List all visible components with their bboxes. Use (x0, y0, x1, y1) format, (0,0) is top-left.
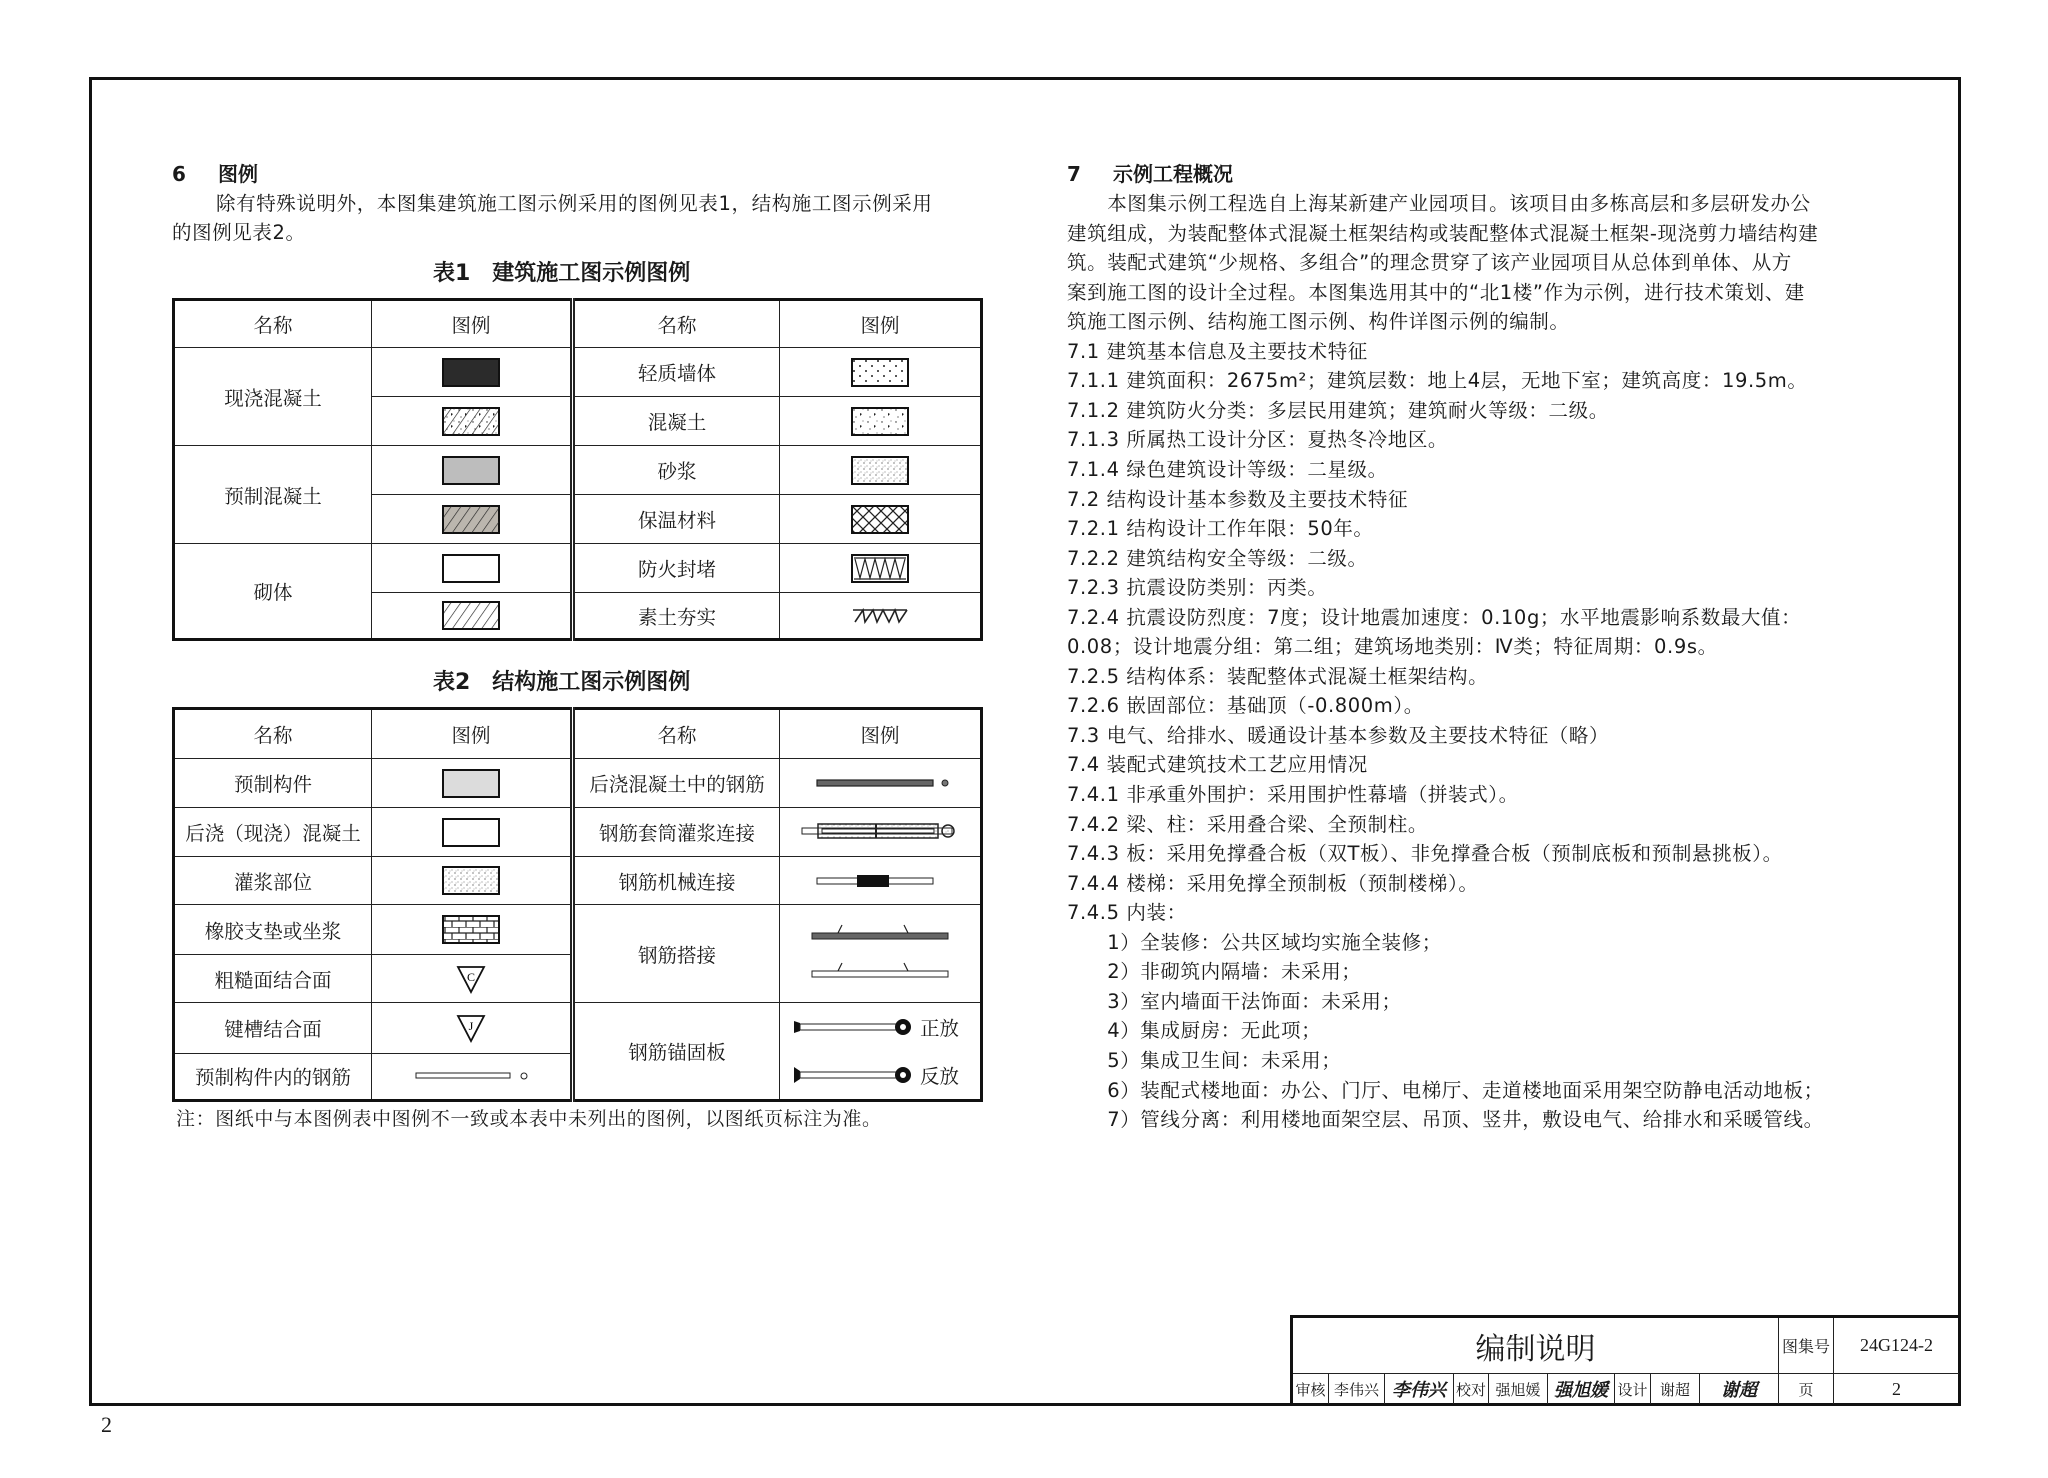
section-7-line: 7.1.2 建筑防火分类：多层民用建筑；建筑耐火等级：二级。 (1067, 398, 1609, 422)
post-cast-concrete-symbol (372, 808, 573, 857)
section-7-line: 7.2.1 结构设计工作年限：50年。 (1067, 517, 1374, 541)
legend-name: 砌体 (174, 544, 372, 640)
section-number: 6 (172, 162, 186, 186)
grouting-area-symbol (372, 857, 573, 905)
sleeve-grout-splice-symbol (780, 808, 982, 857)
cast-in-place-solid-symbol (372, 348, 573, 397)
section-7-line: 7.3 电气、给排水、暖通设计基本参数及主要技术特征（略） (1067, 723, 1610, 747)
section-7-line: 7.1.1 建筑面积：2675m²；建筑层数：地上4层，无地下室；建筑高度：19.5m。 (1067, 369, 1808, 393)
section-7-line: 6）装配式楼地面：办公、门厅、电梯厅、走道楼地面采用架空防静电活动地板； (1067, 1078, 1824, 1102)
header-name: 名称 (573, 709, 780, 759)
header-legend: 图例 (780, 300, 982, 348)
header-legend: 图例 (372, 709, 573, 759)
section-7-line: 建筑组成，为装配整体式混凝土框架结构或装配整体式混凝土框架-现浇剪力墙结构建 (1067, 221, 1819, 245)
section-7-line: 7.2 结构设计基本参数及主要技术特征 (1067, 487, 1409, 511)
section-7-line: 2）非砌筑内隔墙：未采用； (1067, 960, 1362, 984)
anchor-plate-reversed (792, 1051, 980, 1099)
legend-name: 灌浆部位 (174, 857, 372, 905)
section-6-line: 的图例见表2。 (172, 221, 306, 244)
section-7-line: 7.1.4 绿色建筑设计等级：二星级。 (1067, 457, 1388, 481)
title-block (1290, 1315, 1959, 1404)
anchor-plate-upright (792, 1003, 980, 1051)
review-label: 审核 (1293, 1374, 1329, 1404)
table-row (174, 446, 982, 495)
rebar-lap-splice-symbol (780, 905, 982, 1003)
section-7-line: 筑施工图示例、结构施工图示例、构件详图示例的编制。 (1067, 310, 1570, 334)
table-row (174, 857, 982, 905)
checker-signature: 强旭媛 (1548, 1374, 1615, 1404)
section-7-line: 7.4.3 板：采用免撑叠合板（双T板）、非免撑叠合板（预制底板和预制悬挑板）。 (1067, 842, 1783, 866)
precast-member-symbol (372, 759, 573, 808)
section-7-line: 3）室内墙面干法饰面：未采用； (1067, 989, 1402, 1013)
legend-name: 现浇混凝土 (174, 348, 372, 446)
table-row (174, 759, 982, 808)
legend-name: 预制构件 (174, 759, 372, 808)
table1-architectural-legend (172, 298, 983, 641)
section-7-line: 4）集成厨房：无此项； (1067, 1019, 1322, 1043)
rubber-pad-symbol (372, 905, 573, 955)
table-row (174, 544, 982, 593)
reviewer-signature: 李伟兴 (1385, 1374, 1454, 1404)
header-name: 名称 (573, 300, 780, 348)
shear-key-surface-symbol (372, 1003, 573, 1054)
section-7-line: 0.08；设计地震分组：第二组；建筑场地类别：Ⅳ类；特征周期：0.9s。 (1067, 635, 1718, 659)
legend-name: 钢筋锚固板 (573, 1003, 780, 1101)
section-7-line: 7.2.4 抗震设防烈度：7度；设计地震加速度：0.10g；水平地震影响系数最大值： (1067, 605, 1802, 629)
section-7-line: 1）全装修：公共区域均实施全装修； (1067, 930, 1442, 954)
section-7-line: 7.4.5 内装： (1067, 901, 1187, 925)
table2-title: 表2 结构施工图示例图例 (433, 670, 691, 695)
page-label: 页 (1779, 1374, 1834, 1404)
table1-title: 表1 建筑施工图示例图例 (433, 261, 691, 286)
table-row (174, 808, 982, 857)
section-7-line: 7.2.3 抗震设防类别：丙类。 (1067, 576, 1328, 600)
masonry-blank-symbol (372, 544, 573, 593)
concrete-symbol (780, 397, 982, 446)
legend-name: 钢筋搭接 (573, 905, 780, 1003)
section-7-line: 案到施工图的设计全过程。本图集选用其中的“北1楼”作为示例，进行技术策划、建 (1067, 280, 1805, 304)
legend-name: 钢筋套筒灌浆连接 (573, 808, 780, 857)
legend-name: 钢筋机械连接 (573, 857, 780, 905)
legend-name: 混凝土 (573, 397, 780, 446)
section-7-line: 7.4.1 非承重外围护：采用围护性幕墙（拼装式）。 (1067, 783, 1519, 806)
legend-name: 防火封堵 (573, 544, 780, 593)
table-header-row (174, 300, 982, 348)
legend-name: 保温材料 (573, 495, 780, 544)
atlas-label: 图集号 (1779, 1318, 1834, 1374)
anchor-label: 正放 (920, 1017, 960, 1040)
header-legend: 图例 (372, 300, 573, 348)
rough-surface-symbol (372, 955, 573, 1003)
header-legend: 图例 (780, 709, 982, 759)
page-number: 2 (101, 1412, 112, 1437)
section-7-line: 7）管线分离：利用楼地面架空层、吊顶、竖井，敷设电气、给排水和采暖管线。 (1067, 1108, 1824, 1132)
check-label: 校对 (1454, 1374, 1489, 1404)
legend-name: 后浇（现浇）混凝土 (174, 808, 372, 857)
legend-name: 砂浆 (573, 446, 780, 495)
rebar-in-cast-concrete-symbol (780, 759, 982, 808)
insulation-symbol (780, 495, 982, 544)
legend-name: 后浇混凝土中的钢筋 (573, 759, 780, 808)
cast-in-place-hatch-symbol (372, 397, 573, 446)
legend-name: 预制构件内的钢筋 (174, 1053, 372, 1101)
legend-name: 粗糙面结合面 (174, 955, 372, 1003)
legend-name: 键槽结合面 (174, 1003, 372, 1054)
section-7-line: 7.4 装配式建筑技术工艺应用情况 (1067, 753, 1368, 777)
section-7-line: 7.2.5 结构体系：装配整体式混凝土框架结构。 (1067, 664, 1489, 688)
section-title: 图例 (218, 162, 258, 186)
drawing-title: 编制说明 (1293, 1318, 1779, 1374)
table-header-row (174, 709, 982, 759)
section-7-line: 本图集示例工程选自上海某新建产业园项目。该项目由多栋高层和多层研发办公 (1067, 192, 1811, 215)
table2-structural-legend (172, 707, 983, 1102)
section-6-text: 除有特殊说明外，本图集建筑施工图示例采用的图例见表1，结构施工图示例采用 (216, 192, 933, 215)
section-7-line: 7.4.4 楼梯：采用免撑全预制板（预制楼梯）。 (1067, 871, 1479, 895)
reviewer-name: 李伟兴 (1329, 1374, 1385, 1404)
section-6-heading (172, 158, 258, 187)
checker-name: 强旭媛 (1489, 1374, 1548, 1404)
page-value: 2 (1892, 1378, 1901, 1399)
anchor-label: 反放 (920, 1065, 960, 1088)
masonry-hatch-symbol (372, 593, 573, 640)
section-7-line: 7.2.6 嵌固部位：基础顶（-0.800m）。 (1067, 694, 1424, 718)
table-row (174, 348, 982, 397)
section-7-line: 筑。装配式建筑“少规格、多组合”的理念贯穿了该产业园项目从总体到单体、从方 (1067, 251, 1792, 275)
mechanical-splice-symbol (780, 857, 982, 905)
precast-solid-symbol (372, 446, 573, 495)
section-7-line: 5）集成卫生间：未采用； (1067, 1048, 1342, 1072)
compacted-soil-symbol (780, 593, 982, 640)
section-7-line: 7.2.2 建筑结构安全等级：二级。 (1067, 546, 1368, 570)
header-name: 名称 (174, 709, 372, 759)
section-number: 7 (1067, 162, 1081, 186)
section-7-heading (1067, 158, 1233, 187)
header-name: 名称 (174, 300, 372, 348)
atlas-number: 24G124-2 (1834, 1318, 1959, 1374)
rebar-anchor-plate-symbols (780, 1003, 982, 1101)
designer-signature: 谢超 (1700, 1374, 1779, 1404)
key-symbol-letter: J (468, 1018, 474, 1033)
legend-name: 橡胶支垫或坐浆 (174, 905, 372, 955)
section-6-line (172, 188, 933, 216)
table-row (174, 1003, 982, 1054)
legend-name: 轻质墙体 (573, 348, 780, 397)
section-title: 示例工程概况 (1113, 162, 1233, 186)
lightweight-wall-symbol (780, 348, 982, 397)
section-7-line: 7.1 建筑基本信息及主要技术特征 (1067, 339, 1368, 363)
rebar-in-precast-symbol (372, 1053, 573, 1101)
table-row (174, 905, 982, 955)
section-7-line: 7.1.3 所属热工设计分区：夏热冬冷地区。 (1067, 428, 1449, 452)
designer-name: 谢超 (1651, 1374, 1700, 1404)
legend-name: 预制混凝土 (174, 446, 372, 544)
rough-symbol-letter: C (466, 969, 476, 984)
section-7-line: 7.4.2 梁、柱：采用叠合梁、全预制柱。 (1067, 812, 1428, 836)
design-label: 设计 (1615, 1374, 1651, 1404)
firestop-symbol (780, 544, 982, 593)
precast-hatch-symbol (372, 495, 573, 544)
legend-note: 注：图纸中与本图例表中图例不一致或本表中未列出的图例，以图纸页标注为准。 (176, 1108, 882, 1130)
mortar-symbol (780, 446, 982, 495)
legend-name: 素土夯实 (573, 593, 780, 640)
